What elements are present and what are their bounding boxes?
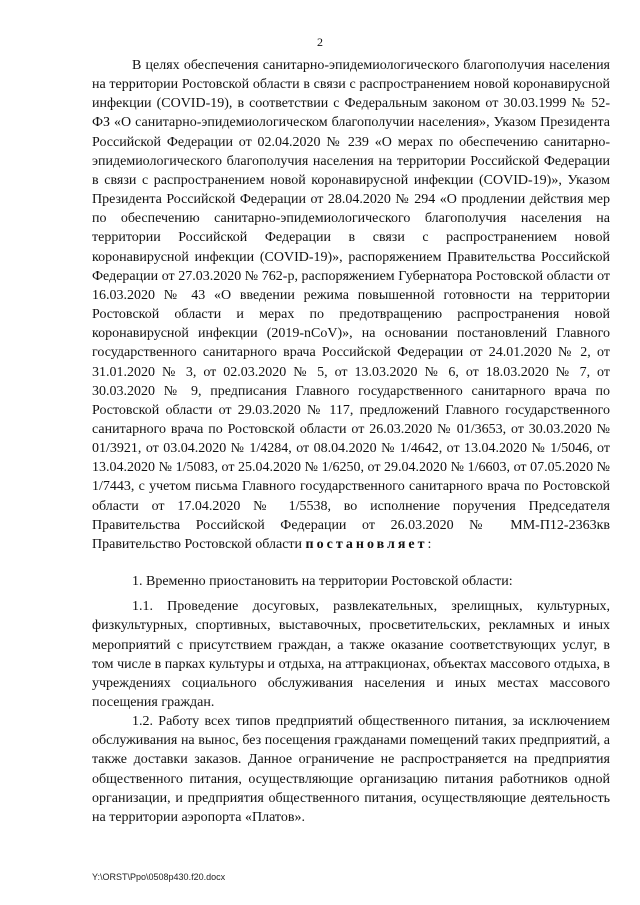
item-1: 1. Временно приостановить на территории Ростовской области: bbox=[132, 574, 513, 590]
footer-file-path: Y:\ORST\Ppo\0508p430.f20.docx bbox=[92, 872, 226, 882]
page-number: 2 bbox=[317, 35, 323, 49]
decree-word: постановляет bbox=[305, 536, 428, 552]
document-body bbox=[92, 56, 610, 827]
preamble-text: В целях обеспечения санитарно-эпидемиологического благополучия населения на территории Ростовской области в связи с распространением новой коронавирусной инфекции (COVID-19), в соответствии с Федеральным законом от 30.03.1999 № 52-ФЗ «О санитарно-эпидемиологическом благополучии населения», Указом Президента Российской Федерации от 02.04.2020 № 239 «О мерах по обеспечению санитарно-эпидемиологического благополучия населения на территории Российской Федерации в связи с распространением новой коронавирусной инфекции (COVID-19)», Указом Президента Российской Федерации от 28.04.2020 № 294 «О продлении действия мер по обеспечению санитарно-эпидемиологического благополучия населения на территории Российской Федерации в связи с распространением новой коронавирусной инфекции (COVID-19)», распоряжением Правительства Российской Федерации от 27.03.2020 № 762-р, распоряжением Губернатора Ростовской области от 16.03.2020 № 43 «О введении режима повышенной готовности на территории Ростовской области и мерах по предотвращению распространения новой коронавирусной инфекции (2019-nCoV)», на основании постановлений Главного государственного санитарного врача Российской Федерации от 24.01.2020 № 2, от 31.01.2020 № 3, от 02.03.2020 № 5, от 13.03.2020 № 6, от 18.03.2020 № 7, от 30.03.2020 № 9, предписания Главного государственного санитарного врача по Ростовской области от 29.03.2020 № 117, предложений Главного государственного санитарного врача по Ростовской области от 26.03.2020 № 01/3653, от 30.03.2020 № 01/3921, от 03.04.2020 № 1/4284, от 08.04.2020 № 1/4642, от 13.04.2020 № 1/5046, от 13.04.2020 № 1/5083, от 25.04.2020 № 1/6250, от 29.04.2020 № 1/6603, от 07.05.2020 № 1/7443, с учетом письма Главного государственного санитарного врача по Ростовской области от 17.04.2020 № 1/5538, во исполнение поручения Председателя Правительства Российской Федерации от 26.03.2020 № ММ-П12-2363кв Правительство Ростовской области bbox=[92, 58, 610, 552]
item-1-2: 1.2. Работу всех типов предприятий общественного питания, за исключением обслуживания на вынос, без посещения гражданами помещений таких предприятий, а также доставки заказов. Данное ограничение не распространяется на предприятия общественного питания, осуществляющие организацию питания работников одной организации, и предприятия общественного питания, осуществляющие деятельность на территории аэропорта «Платов». bbox=[92, 714, 610, 825]
preamble-paragraph bbox=[92, 56, 610, 554]
item-1-1: 1.1. Проведение досуговых, развлекательных, зрелищных, культурных, физкультурных, спортивных, выставочных, просветительских, рекламных и иных мероприятий с присутствием граждан, а также оказание соответствующих услуг, в том числе в парках культуры и отдыха, на аттракционах, объектах массового отдыха, в учреждениях социального обслуживания населения и иных местах массового посещения граждан. bbox=[92, 599, 610, 710]
decree-colon: : bbox=[427, 536, 432, 552]
